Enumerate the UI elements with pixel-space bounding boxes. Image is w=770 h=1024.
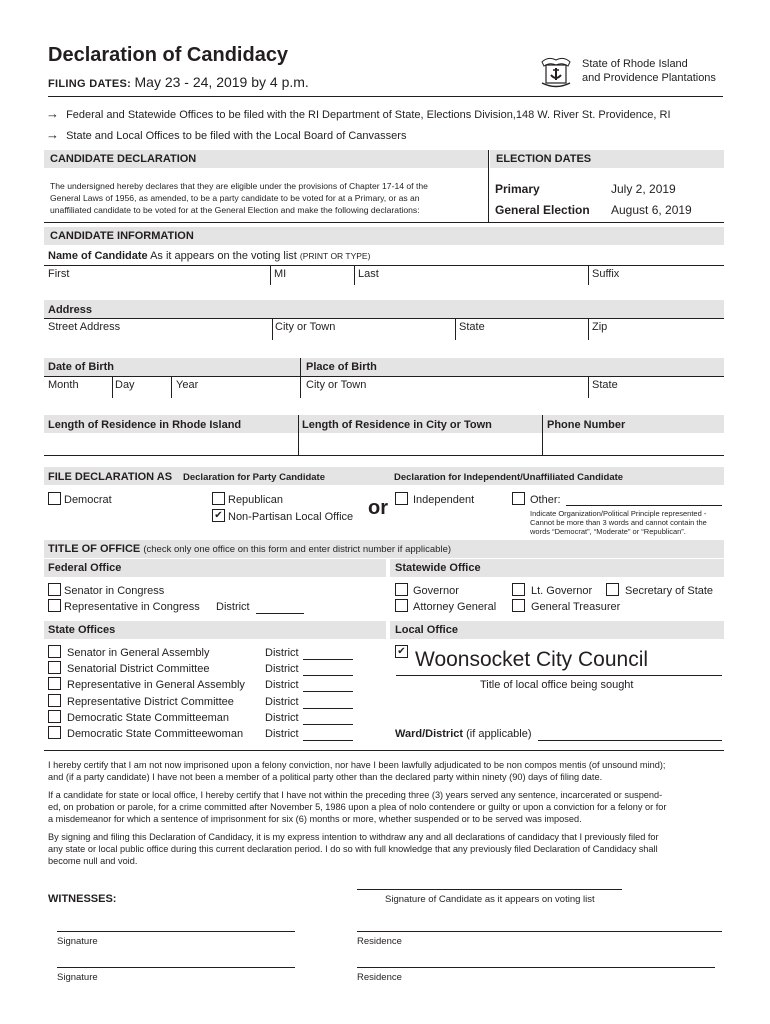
local-office-heading: Local Office [395, 624, 458, 636]
cert-line: a misdemeanor for which a sentence of imprisonment for six (6) months or more, whether suspended or to be served was imposed. [48, 814, 582, 824]
certification-paragraph-2 [48, 789, 728, 825]
field-divider [354, 265, 355, 285]
state-office-label-3: Representative in General Assembly [67, 679, 245, 691]
secretary-of-state-label: Secretary of State [625, 585, 714, 597]
candidate-signature-line[interactable] [357, 889, 622, 890]
declaration-divider [488, 150, 489, 222]
local-office-rule [396, 675, 722, 676]
general-treasurer-label: General Treasurer [531, 601, 621, 613]
state-office-district-label-2: District [265, 663, 299, 675]
independent-checkbox[interactable] [395, 492, 408, 505]
rep-congress-district-label: District [216, 601, 250, 613]
state-seal-icon [536, 50, 576, 90]
address-label: Address [48, 304, 93, 316]
local-office-value[interactable]: Woonsocket City Council [415, 648, 649, 671]
filing-dates-label: FILING DATES: [48, 78, 132, 90]
witness1-signature-caption: Signature [57, 936, 98, 947]
other-note-3: words “Democrat”, “Moderate” or “Republican”. [530, 527, 686, 536]
state-office-checkbox-6[interactable] [48, 726, 61, 739]
field-divider [298, 415, 299, 455]
birth-month-field[interactable]: Month [48, 379, 79, 391]
birth-rule [44, 376, 724, 377]
zip-field[interactable]: Zip [592, 321, 608, 333]
field-divider [588, 265, 589, 285]
state-office-district-input-5[interactable] [303, 724, 353, 725]
or-separator: or [368, 497, 388, 519]
independent-candidate-label: Declaration for Independent/Unaffiliated Candidate [394, 472, 624, 483]
instruction-federal-text: Federal and Statewide Offices to be filed with the RI Department of State, Elections Division,148 W. River St. Providence, RI [66, 109, 671, 121]
phone-number-label: Phone Number [547, 419, 626, 431]
certification-divider [44, 750, 724, 751]
other-label: Other: [530, 494, 561, 506]
declaration-line-2: General Laws of 1956, as amended, to be a party candidate to be voted for at a Primary, or as an [50, 193, 420, 203]
rep-congress-checkbox[interactable] [48, 599, 61, 612]
filing-dates [48, 74, 309, 90]
ward-district [395, 728, 532, 740]
instruction-federal [46, 106, 671, 121]
lt-governor-label: Lt. Governor [531, 585, 593, 597]
state-office-district-label-1: District [265, 647, 299, 659]
title-of-office-heading: TITLE OF OFFICE [48, 543, 141, 555]
arrow-right-icon: → [46, 127, 59, 142]
lt-governor-checkbox[interactable] [512, 583, 525, 596]
senator-congress-checkbox[interactable] [48, 583, 61, 596]
general-treasurer-checkbox[interactable] [512, 599, 525, 612]
local-office-checkbox[interactable]: ✔ [395, 645, 408, 658]
field-divider [542, 415, 543, 455]
other-checkbox[interactable] [512, 492, 525, 505]
witness2-residence-caption: Residence [357, 972, 402, 983]
street-address-field[interactable]: Street Address [48, 321, 121, 333]
residence-city-label: Length of Residence in City or Town [302, 419, 492, 431]
field-divider [300, 358, 301, 398]
cert-line: If a candidate for state or local office, I hereby certify that I have not within the preceding three (3) years served any sentence, incarcerated or suspend- [48, 790, 663, 800]
other-input-line[interactable] [566, 505, 722, 506]
filing-dates-value: May 23 - 24, 2019 by 4 p.m. [134, 74, 309, 90]
local-office-caption: Title of local office being sought [480, 679, 634, 691]
state-office-district-label-3: District [265, 679, 299, 691]
witnesses-label: WITNESSES: [48, 893, 117, 905]
state-office-district-label-4: District [265, 696, 299, 708]
ward-district-hint: (if applicable) [466, 728, 532, 740]
name-hint: As it appears on the voting list [150, 250, 297, 262]
instruction-local [46, 127, 406, 142]
state-office-label-6: Democratic State Committeewoman [67, 728, 244, 740]
state-office-label-2: Senatorial District Committee [67, 663, 210, 675]
state-office-district-input-3[interactable] [303, 691, 353, 692]
candidate-declaration-heading: CANDIDATE DECLARATION [50, 153, 197, 165]
address-rule [44, 318, 724, 319]
name-label: Name of Candidate [48, 250, 148, 262]
cert-line: and (if a party candidate) I have not been a member of a political party other than the declared party within ninety (90) days of filing date. [48, 772, 603, 782]
state-office-checkbox-4[interactable] [48, 694, 61, 707]
header-divider [48, 96, 723, 97]
general-election-label: General Election [495, 203, 590, 217]
declaration-line-3: unaffiliated candidate to be voted for at the General Election and make the following declarations: [50, 205, 420, 215]
place-of-birth-label: Place of Birth [306, 361, 377, 373]
party-candidate-label: Declaration for Party Candidate [183, 472, 326, 483]
field-divider [588, 376, 589, 398]
secretary-of-state-checkbox[interactable] [606, 583, 619, 596]
cert-line: ed, on probation or parole, for a crime committed after November 5, 1986 upon a plea of nolo contendere or guilty or upon a conviction for a felony or for [48, 802, 667, 812]
certification-paragraph-1 [48, 759, 728, 783]
state-office-checkbox-2[interactable] [48, 661, 61, 674]
name-hint-print: (PRINT OR TYPE) [299, 251, 371, 261]
independent-label: Independent [413, 494, 475, 506]
form-title: Declaration of Candidacy [48, 44, 289, 66]
cert-line: become null and void. [48, 856, 138, 866]
state-office-district-input-6[interactable] [303, 740, 353, 741]
birth-day-field[interactable]: Day [115, 379, 135, 391]
certification-paragraph-3 [48, 831, 728, 867]
witness1-residence-caption: Residence [357, 936, 402, 947]
name-field-rule [44, 265, 724, 266]
field-divider [112, 376, 113, 398]
democrat-label: Democrat [64, 494, 112, 506]
state-office-district-input-1[interactable] [303, 659, 353, 660]
field-divider [270, 265, 271, 285]
governor-checkbox[interactable] [395, 583, 408, 596]
city-town-field[interactable]: City or Town [275, 321, 336, 333]
birth-city-field[interactable]: City or Town [306, 379, 367, 391]
date-of-birth-label: Date of Birth [48, 361, 114, 373]
rep-congress-label: Representative in Congress [64, 601, 200, 613]
state-offices-heading: State Offices [48, 624, 116, 636]
state-name-line2: and Providence Plantations [582, 72, 716, 84]
witness2-signature-line[interactable] [57, 967, 295, 968]
last-name-field[interactable]: Last [358, 268, 379, 280]
ward-district-input[interactable] [538, 740, 722, 741]
file-declaration-heading: FILE DECLARATION AS [48, 471, 173, 483]
witness2-residence-line[interactable] [357, 967, 715, 968]
state-office-district-input-4[interactable] [303, 708, 353, 709]
non-partisan-checkbox[interactable]: ✔ [212, 509, 225, 522]
witness1-residence-line[interactable] [357, 931, 722, 932]
attorney-general-checkbox[interactable] [395, 599, 408, 612]
state-office-label-4: Representative District Committee [67, 696, 234, 708]
primary-date: July 2, 2019 [611, 182, 676, 196]
attorney-general-label: Attorney General [413, 601, 497, 613]
first-name-field[interactable]: First [48, 268, 70, 280]
birth-state-field[interactable]: State [592, 379, 618, 391]
state-office-checkbox-3[interactable] [48, 677, 61, 690]
state-office-district-input-2[interactable] [303, 675, 353, 676]
republican-checkbox[interactable] [212, 492, 225, 505]
middle-initial-field[interactable]: MI [274, 268, 287, 280]
address-header [44, 300, 724, 318]
name-of-candidate-label [48, 250, 370, 262]
cert-line: By signing and filing this Declaration of Candidacy, it is my express intention to withdraw any and all declarations of candidacy that I previously filed for [48, 832, 659, 842]
other-note-2: Cannot be more than 3 words and cannot contain the [530, 518, 707, 527]
field-divider [588, 318, 589, 340]
title-of-office-hint: (check only one office on this form and enter district number if applicable) [143, 544, 452, 555]
witness1-signature-line[interactable] [57, 931, 295, 932]
primary-label: Primary [495, 182, 540, 196]
ward-district-label: Ward/District [395, 728, 464, 740]
senator-congress-label: Senator in Congress [64, 585, 165, 597]
statewide-office-heading: Statewide Office [395, 562, 481, 574]
state-office-district-label-5: District [265, 712, 299, 724]
general-election-date: August 6, 2019 [611, 203, 692, 217]
candidate-information-heading: CANDIDATE INFORMATION [50, 230, 194, 242]
field-divider [171, 376, 172, 398]
election-dates-heading: ELECTION DATES [496, 153, 592, 165]
state-office-label-1: Senator in General Assembly [67, 647, 210, 659]
state-office-district-label-6: District [265, 728, 299, 740]
democrat-checkbox[interactable] [48, 492, 61, 505]
cert-line: I hereby certify that I am not now imprisoned upon a felony conviction, nor have I been lawfully adjudicated to be non compos mentis (of unsound mind); [48, 760, 666, 770]
cert-line: any state or local public office during this current declaration period. I do so with full knowledge that any previously filed Declaration of Candidacy shall [48, 844, 658, 854]
birth-header [44, 358, 724, 376]
state-field[interactable]: State [459, 321, 485, 333]
state-office-label-5: Democratic State Committeeman [67, 712, 229, 724]
state-name-line1: State of Rhode Island [582, 58, 688, 70]
residence-ri-label: Length of Residence in Rhode Island [48, 419, 242, 431]
non-partisan-label: Non-Partisan Local Office [228, 511, 354, 523]
field-divider [272, 318, 273, 340]
state-office-checkbox-5[interactable] [48, 710, 61, 723]
declaration-line-1: The undersigned hereby declares that they are eligible under the provisions of Chapter 17-14 of the [50, 181, 428, 191]
rep-congress-district-input[interactable] [256, 613, 304, 614]
federal-office-heading: Federal Office [48, 562, 122, 574]
instruction-local-text: State and Local Offices to be filed with the Local Board of Canvassers [66, 130, 407, 142]
witness2-signature-caption: Signature [57, 972, 98, 983]
other-note-1: Indicate Organization/Political Principle represented - [530, 509, 707, 518]
title-of-office [48, 543, 451, 555]
republican-label: Republican [228, 494, 284, 506]
state-office-checkbox-1[interactable] [48, 645, 61, 658]
governor-label: Governor [413, 585, 459, 597]
candidate-signature-caption: Signature of Candidate as it appears on voting list [385, 894, 595, 905]
field-divider [455, 318, 456, 340]
residence-rule [44, 455, 724, 456]
section-divider [44, 222, 724, 223]
suffix-field[interactable]: Suffix [592, 268, 620, 280]
arrow-right-icon: → [46, 106, 59, 121]
birth-year-field[interactable]: Year [176, 379, 199, 391]
